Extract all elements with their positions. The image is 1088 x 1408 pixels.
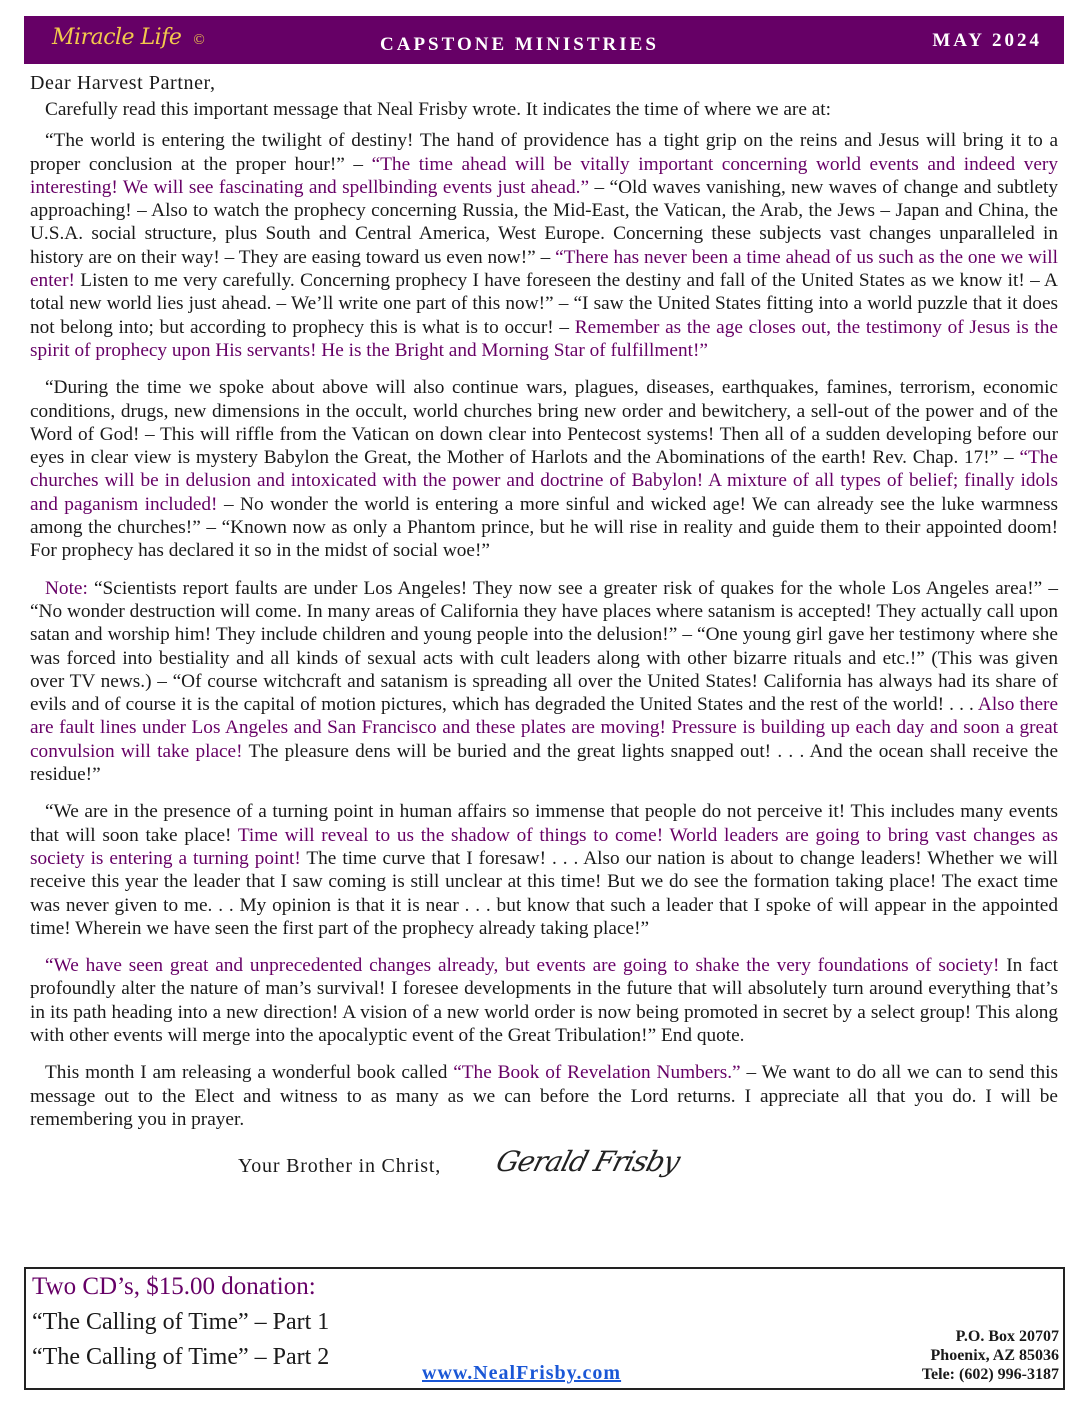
body-text: Listen to me very carefully. Concerning prophecy I have foreseen the destiny and fall of the United States as we know it! – A total new world lies just ahead. – We’ll write one part of this now!” – “I saw the United States fitting into a world puzzle that it does not belong into; but according to prophecy this is what is to occur! – <box>30 270 1058 338</box>
highlighted-text: “We have seen great and unprecedented changes already, but events are going to shake the very foundations of society! <box>45 955 1000 977</box>
offer-item: “The Calling of Time” – Part 1 <box>32 1309 330 1335</box>
telephone: Tele: (602) 996-3187 <box>921 1366 1059 1383</box>
body-text: – “Old waves vanishing, new waves of change and subtlety approaching! – Also to watch the prophecy concerning Russia, the Mid-East, the Vatican, the Arab, the Jews – Japan and China, the U.S.A. social structure, plus South and Central America, West Europe. Concerning these subjects vast changes unparalleled in history are on their way! – They are easing toward us even now!” – <box>30 176 1058 268</box>
highlighted-text: Note: <box>45 577 88 599</box>
highlighted-text: “There has never been a time ahead of us such as the one we will enter! <box>30 246 1058 292</box>
body-text: “The world is entering the twilight of destiny! The hand of providence has a tight grip on the reins and Jesus will bring it to a proper conclusion at the proper hour!” – <box>30 130 1058 175</box>
letter-paragraph <box>30 98 1058 121</box>
body-text: The pleasure dens will be buried and the great lights snapped out! . . . And the ocean shall receive the residue!” <box>30 740 1058 786</box>
offer-title: Two CD’s, $15.00 donation: <box>32 1273 316 1300</box>
offer-box <box>24 1267 1065 1390</box>
body-text: “We are in the presence of a turning point in human affairs so immense that people do not perceive it! This includes many events that will soon take place! <box>30 801 1058 846</box>
letter-paragraph <box>30 1061 1058 1131</box>
mailing-address <box>922 1327 1059 1384</box>
letter-paragraph <box>30 577 1058 787</box>
highlighted-text: “The time ahead will be vitally important concerning world events and indeed very interesting! We will see fascinating and spellbinding events just ahead.” <box>30 153 1058 198</box>
salutation: Dear Harvest Partner, <box>30 72 216 94</box>
copyright-symbol: © <box>193 32 205 48</box>
closing: Your Brother in Christ, <box>238 1155 442 1178</box>
website-link[interactable]: www.NealFrisby.com <box>422 1362 622 1384</box>
body-text: – No wonder the world is entering a more sinful and wicked age! We can already see the luke warmness among the churches!” – “Known now as only a Phantom prince, but he will rise in reality and guide them to their appointed doom! For prophecy has declared it so in the midst of social woe!” <box>30 493 1058 562</box>
letter-body <box>30 98 1058 1131</box>
offer-item: “The Calling of Time” – Part 2 <box>32 1344 330 1370</box>
city-state: Phoenix, AZ 85036 <box>930 1347 1059 1364</box>
body-text: Carefully read this important message that Neal Frisby wrote. It indicates the time of where we are at: <box>45 99 831 120</box>
highlighted-text: “The Book of Revelation Numbers.” <box>453 1062 741 1084</box>
highlighted-text: Time will reveal to us the shadow of things to come! World leaders are going to bring vast changes as society is entering a turning point! <box>30 824 1059 869</box>
letter-paragraph <box>30 129 1058 362</box>
brand <box>52 25 205 50</box>
signature: Gerald Frisby <box>492 1145 684 1179</box>
miracle-life-logo: Miracle Life <box>52 25 182 50</box>
body-text: “During the time we spoke about above will also continue wars, plagues, diseases, earthquakes, famines, terrorism, economic conditions, drugs, new dimensions in the occult, world churches bring new order and bewitchery, a sell-out of the power and of the Word of God! – This will riffle from the Vatican on down clear into Pentecost systems! Then all of a sudden developing before our eyes in clear view is mystery Babylon the Great, the Mother of Harlots and the Abominations of the earth! Rev. Chap. 17!” – <box>30 377 1058 469</box>
po-box: P.O. Box 20707 <box>955 1328 1059 1345</box>
body-text: In fact profoundly alter the nature of man’s survival! I foresee developments in the future that will absolutely turn around everything that’s in its path heading into a new direction! A vision of a new world order is now being promoted in secret by a select group! This along with other events will merge into the apocalyptic event of the Great Tribulation!” End quote. <box>30 955 1058 1046</box>
organization-name: CAPSTONE MINISTRIES <box>380 34 659 55</box>
highlighted-text: “The churches will be in delusion and intoxicated with the power and doctrine of Babylon! A mixture of all types of belief; finally idols and paganism included! <box>30 447 1058 515</box>
letter-paragraph <box>30 800 1058 940</box>
highlighted-text: Also there are fault lines under Los Angeles and San Francisco and these plates are moving! Pressure is building up each day and soon a great convulsion will take place! <box>30 694 1058 762</box>
letter-paragraph <box>30 376 1058 562</box>
highlighted-text: Remember as the age closes out, the testimony of Jesus is the spirit of prophecy upon His servants! He is the Bright and Morning Star of fulfillment!” <box>30 316 1058 361</box>
body-text: The time curve that I foresaw! . . . Also our nation is about to change leaders! Whether we will receive this year the leader that I saw coming is still unclear at this time! But we do see the formation taking place! The exact time was never given to me. . . My opinion is that it is near . . . but know that such a leader that I spoke of will appear in the appointed time! Wherein we have seen the first part of the prophecy already taking place!” <box>30 847 1058 939</box>
header-banner <box>24 16 1064 64</box>
body-text: “Scientists report faults are under Los Angeles! They now see a greater risk of quakes for the whole Los Angeles area!” – “No wonder destruction will come. In many areas of California they have places where satanism is accepted! They actually call upon satan and worship him! They include children and young people into the delusion!” – “One young girl gave her testimony where she was forced into bestiality and all kinds of sexual acts with cult leaders along with other bizarre rituals and etc.!” (This was given over TV news.) – “Of course witchcraft and satanism is spreading all over the United States! California has always had its share of evils and of course it is the capital of motion pictures, which has degraded the United States and the rest of the world! . . . <box>30 577 1058 716</box>
sign-off <box>30 1145 1058 1178</box>
letter-paragraph <box>30 954 1058 1047</box>
letter <box>30 70 1058 1178</box>
body-text: This month I am releasing a wonderful book called <box>45 1062 454 1084</box>
body-text: – We want to do all we can to send this message out to the Elect and witness to as many as we can before the Lord returns. I appreciate all that you do. I will be remembering you in prayer. <box>30 1062 1058 1130</box>
issue-date: MAY 2024 <box>932 30 1042 51</box>
